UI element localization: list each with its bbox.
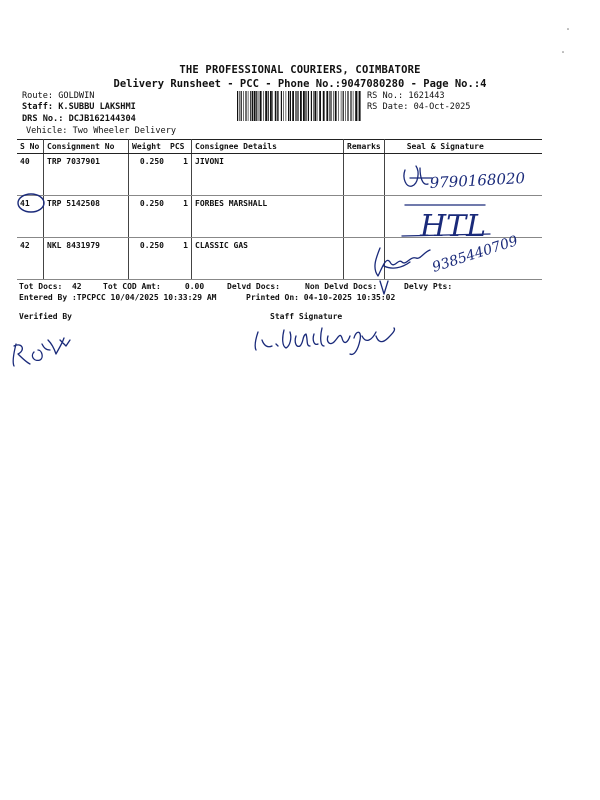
col-remarks: Remarks (344, 140, 385, 154)
col-seal-signature: Seal & Signature (384, 140, 542, 154)
delvy-pts: Delvy Pts: (404, 282, 453, 291)
row-pcs: 1 (167, 154, 192, 196)
receiver-phone-2: 9385440709 (430, 233, 520, 276)
row-sno: 42 (17, 238, 44, 280)
rs-date: RS Date: 04-Oct-2025 (367, 102, 471, 112)
row-weight: 0.250 (129, 154, 168, 196)
speck-mark (567, 28, 569, 30)
receiver-signature-1 (404, 166, 432, 186)
col-pcs: PCS (167, 140, 192, 154)
delvd-docs: Delvd Docs: (227, 282, 280, 291)
receiver-signature-2 (375, 248, 430, 276)
row-weight: 0.250 (129, 238, 168, 280)
runsheet-subtitle: Delivery Runsheet - PCC - Phone No.:9047080280 - Page No.:4 (113, 78, 487, 90)
col-consignee: Consignee Details (192, 140, 344, 154)
entered-by: Entered By :TPCPCC 10/04/2025 10:33:29 AM (19, 293, 217, 302)
circle-mark (18, 194, 44, 212)
tot-cod-amt: Tot COD Amt: 0.00 (103, 282, 205, 291)
row-consignment: NKL 8431979 (44, 238, 129, 280)
col-consignment: Consignment No (44, 140, 129, 154)
row-pcs: 1 (167, 238, 192, 280)
printed-on: Printed On: 04-10-2025 10:35:02 (246, 293, 396, 302)
row-consignee: JIVONI (192, 154, 344, 196)
row-sno: 41 (17, 196, 44, 238)
receiver-phone-1: 9790168020 (429, 169, 526, 192)
non-delvd-docs: Non Delvd Docs: (305, 282, 378, 291)
row-sno: 40 (17, 154, 44, 196)
staff-signature-label: Staff Signature (270, 312, 343, 321)
receiver-htl: HTL (420, 209, 487, 244)
row-consignee: CLASSIC GAS (192, 238, 344, 280)
staff-label: Staff: K.SUBBU LAKSHMI (22, 102, 136, 112)
verifier-signature (13, 338, 70, 366)
row-weight: 0.250 (129, 196, 168, 238)
rs-number: RS No.: 1621443 (367, 91, 445, 101)
col-weight: Weight (129, 140, 168, 154)
tot-docs: Tot Docs: 42 (19, 282, 82, 291)
staff-signature (255, 328, 394, 354)
row-consignment: TRP 5142508 (44, 196, 129, 238)
verified-by-label: Verified By (19, 312, 72, 321)
tick-mark (380, 281, 388, 294)
row-consignee: FORBES MARSHALL (192, 196, 344, 238)
vehicle-label: Vehicle: Two Wheeler Delivery (26, 126, 177, 136)
route-label: Route: GOLDWIN (22, 91, 95, 101)
col-sno: S No (17, 140, 44, 154)
row-pcs: 1 (167, 196, 192, 238)
drs-number: DRS No.: DCJB162144304 (22, 114, 136, 124)
company-title: THE PROFESSIONAL COURIERS, COIMBATORE (179, 64, 421, 76)
row-consignment: TRP 7037901 (44, 154, 129, 196)
speck-mark (562, 51, 564, 53)
